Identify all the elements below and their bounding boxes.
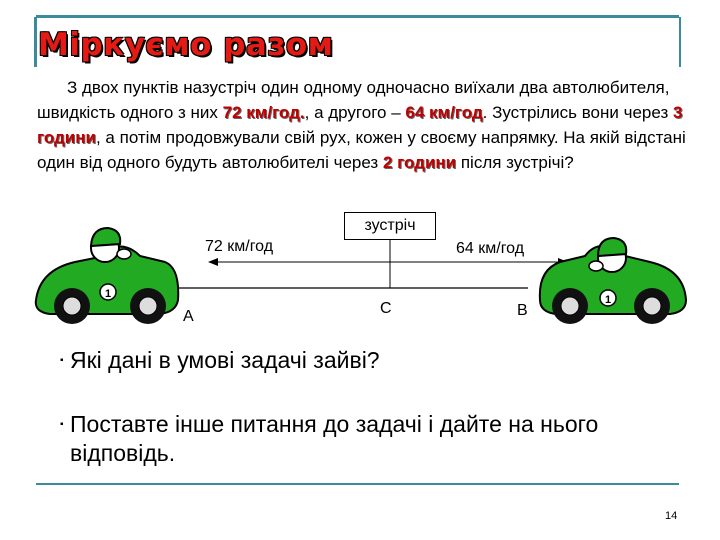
problem-part-1: З двох пунктів назустріч один одному одночасно виїхали два автолюбителя, швидкість одного з них — [37, 78, 670, 122]
slide-title: Міркуємо разом — [38, 27, 334, 63]
time-1: 3 години — [37, 103, 683, 147]
car-right-icon — [540, 238, 686, 324]
time-2: 2 години — [382, 153, 457, 172]
car-left-icon — [36, 228, 178, 324]
speed-2: 64 км/год — [405, 103, 483, 122]
question-2: Поставте інше питання до задачі і дайте на нього відповідь. — [70, 411, 599, 466]
point-c-label: С — [380, 300, 392, 317]
meet-label: зустріч — [344, 212, 436, 240]
car-left-number: 1 — [104, 288, 112, 300]
point-a-label: А — [183, 308, 194, 325]
point-b-label: В — [517, 302, 528, 319]
problem-part-2: , а другого – — [304, 103, 406, 122]
speed-right-label: 64 км/год — [456, 240, 525, 257]
speed-left-label: 72 км/год — [205, 238, 274, 255]
question-1: Які дані в умові задачі зайві? — [70, 347, 380, 373]
car-right-number: 1 — [604, 294, 612, 306]
speed-1: 72 км/год. — [222, 103, 305, 122]
arrow-left-icon — [208, 258, 218, 266]
bullet-1: ▪ — [60, 355, 64, 366]
problem-part-4: , а потім продовжували свій рух, кожен у своєму напрямку. На якій відстані один від одного будуть автолюбителі через — [37, 128, 686, 172]
page-number: 14 — [665, 510, 678, 522]
problem-part-5: після зустрічі? — [456, 153, 574, 172]
bullet-2: ▪ — [60, 419, 64, 430]
bottom-rule — [36, 483, 679, 485]
problem-part-3: . Зустрілись вони через — [482, 103, 673, 122]
